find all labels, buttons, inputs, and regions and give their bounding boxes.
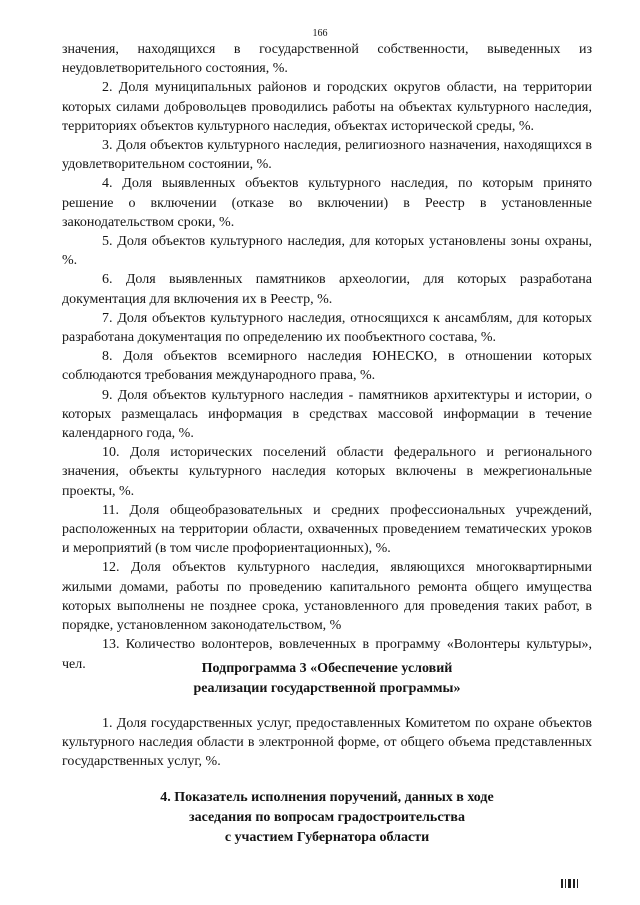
section4-heading-line3: с участием Губернатора области: [224, 830, 430, 845]
section4-heading: [62, 788, 592, 848]
subprogram3-heading-line1: Подпрограмма 3 «Обеспечение условий: [201, 661, 453, 676]
page-number: 166: [312, 28, 328, 39]
continuation-paragraph: значения, находящихся в государственной собственности, выведенных из неудовлетворительного состояния, %.: [62, 42, 592, 77]
scan-mark: [561, 879, 578, 888]
indicator-item-9: 9. Доля объектов культурного наследия - памятников архитектуры и истории, о которых размещалась информация в средствах массовой информации в течение календарного года, %.: [62, 387, 592, 442]
indicator-item-12: 12. Доля объектов культурного наследия, являющихся многоквартирными жилыми домами, работы по проведению капитального ремонта общего имущества которых выполнены не позднее срока, установленного для проведения таких работ, в порядке, установленном законодательством, %: [62, 560, 592, 634]
subprogram3-heading-line2: реализации государственной программы»: [193, 681, 461, 696]
section4-heading-line2: заседания по вопросам градостроительства: [189, 810, 465, 825]
indicator-item-3: 3. Доля объектов культурного наследия, религиозного назначения, находящихся в удовлетворительном состоянии, %.: [62, 138, 592, 173]
indicator-item-7: 7. Доля объектов культурного наследия, относящихся к ансамблям, для которых разработана документация по определению их пообъектного состава, %.: [62, 310, 592, 346]
indicator-item-8: 8. Доля объектов всемирного наследия ЮНЕСКО, в отношении которых соблюдаются требования международного права, %.: [62, 349, 592, 384]
subprogram3-heading: [62, 659, 592, 699]
section4-heading-line1: 4. Показатель исполнения поручений, данных в ходе: [160, 790, 494, 805]
indicator-item-4: 4. Доля выявленных объектов культурного наследия, по которым принято решение о включении (отказе во включении) в Реестр в установленные законодательством сроки, %.: [62, 176, 592, 230]
indicator-item-10: 10. Доля исторических поселений области федерального и регионального значения, объекты культурного наследия которых включены в межрегиональные проекты, %.: [62, 445, 592, 499]
indicator-item-11: 11. Доля общеобразовательных и средних профессиональных учреждений, расположенных на территории области, охваченных проведением тематических уроков и мероприятий (в том числе профориентационных), %.: [62, 502, 592, 557]
subprogram3-item-1: 1. Доля государственных услуг, предоставленных Комитетом по охране объектов культурного наследия области в электронной форме, от общего объема представленных государственных услуг, %.: [62, 716, 592, 769]
indicator-item-13: 13. Количество волонтеров, вовлеченных в программу «Волонтеры культуры», чел.: [62, 637, 592, 672]
indicator-item-5: 5. Доля объектов культурного наследия, для которых установлены зоны охраны, %.: [62, 234, 592, 269]
indicator-item-6: 6. Доля выявленных памятников археологии, для которых разработана документация для включения их в Реестр, %.: [62, 272, 592, 307]
indicator-item-2: 2. Доля муниципальных районов и городских округов области, на территории которых силами добровольцев проводились работы на объектах культурного наследия, территориях объектов культурного наследия, объектах исторической среды, %.: [62, 80, 592, 134]
subprogram3-indicators: [62, 714, 592, 771]
indicator-list: [62, 40, 592, 674]
